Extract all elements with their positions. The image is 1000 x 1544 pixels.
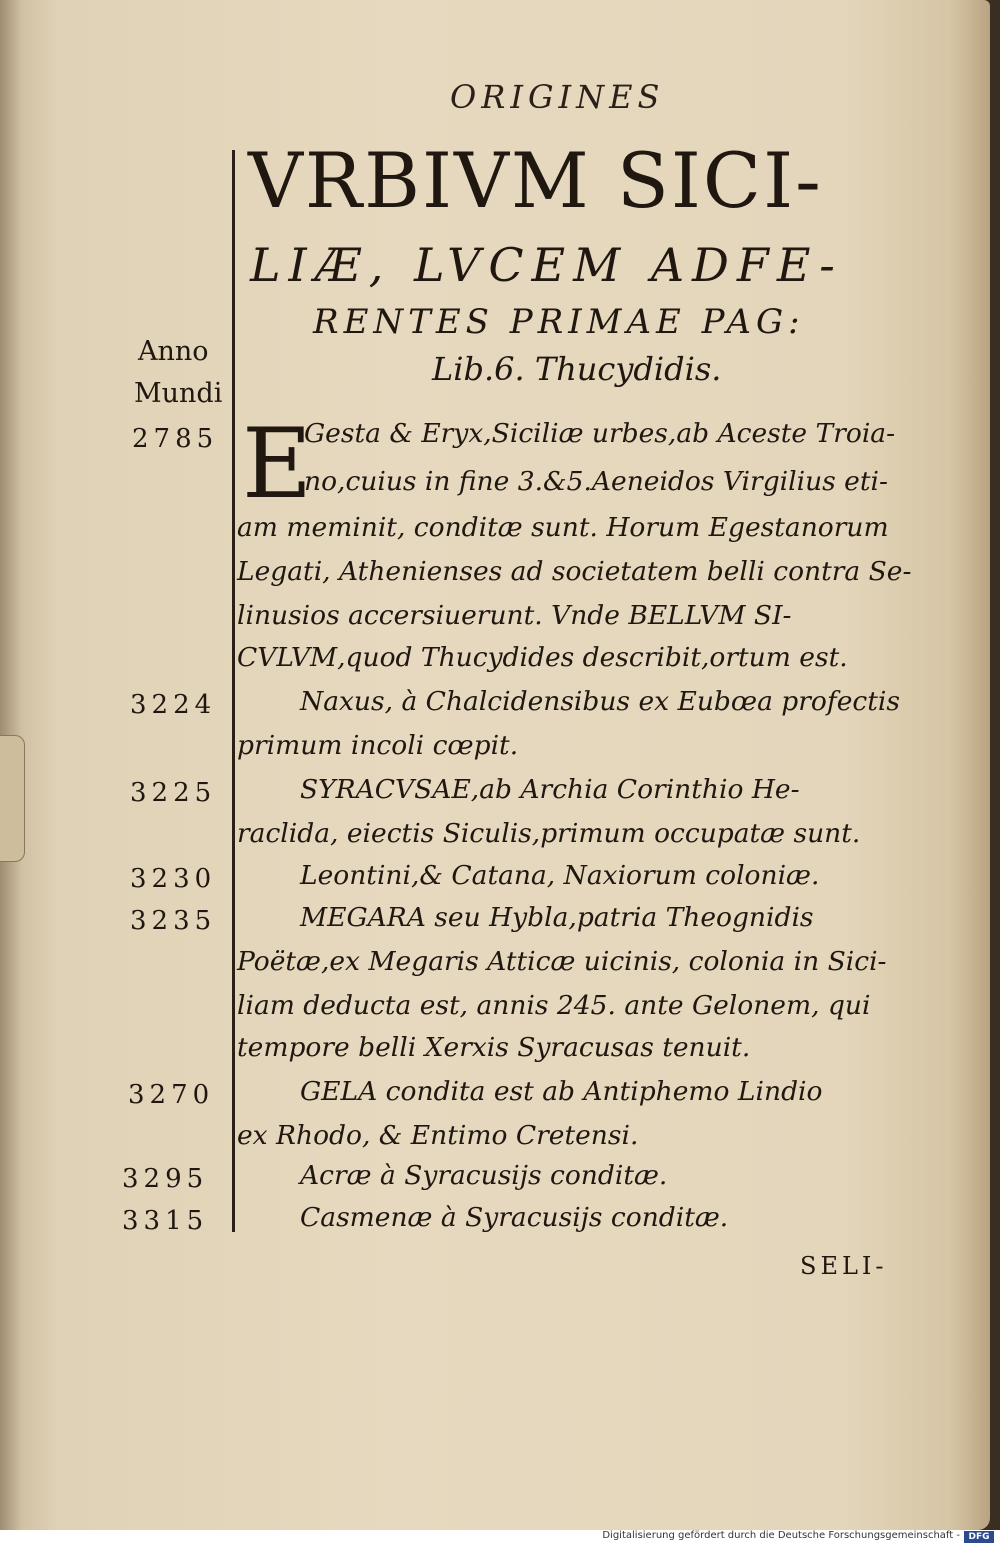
entry-line: Gesta & Eryx,Siciliæ urbes,ab Aceste Troia- xyxy=(304,418,896,449)
catchword: SELI- xyxy=(800,1252,888,1280)
entry-line: Acræ à Syracusijs conditæ. xyxy=(300,1160,668,1191)
margin-header-anno: Anno xyxy=(138,336,209,367)
title-line-2: LIÆ, LVCEM ADFE- xyxy=(250,238,843,292)
entry-line: Casmenæ à Syracusijs conditæ. xyxy=(300,1202,729,1233)
entry-year: 2785 xyxy=(132,424,219,454)
entry-year: 3224 xyxy=(130,690,217,720)
entry-line: linusios accersiuerunt. Vnde BELLVM SI- xyxy=(237,600,792,631)
margin-header-mundi: Mundi xyxy=(134,378,223,409)
entry-line: Legati, Athenienses ad societatem belli contra Se- xyxy=(237,556,912,587)
entry-line: ex Rhodo, & Entimo Cretensi. xyxy=(237,1120,639,1151)
title-line-1: VRBIVM SICI- xyxy=(248,136,823,225)
footer-credit: Digitalisierung gefördert durch die Deutsche Forschungsgemeinschaft - xyxy=(602,1530,960,1541)
page-tab xyxy=(0,735,25,862)
entry-line: primum incoli cœpit. xyxy=(237,730,519,761)
entry-line: CVLVM,quod Thucydides describit,ortum est. xyxy=(237,642,848,673)
margin-rule xyxy=(232,150,235,1232)
entry-line: GELA condita est ab Antiphemo Lindio xyxy=(300,1076,823,1107)
entry-year: 3315 xyxy=(122,1206,209,1236)
entry-year: 3270 xyxy=(128,1080,215,1110)
entry-line: MEGARA seu Hybla,patria Theognidis xyxy=(300,902,814,933)
title-line-4: Lib.6. Thucydidis. xyxy=(432,350,722,388)
running-head: ORIGINES xyxy=(450,78,665,116)
entry-year: 3230 xyxy=(130,864,217,894)
entry-line: Poëtæ,ex Megaris Atticæ uicinis, colonia in Sici- xyxy=(237,946,887,977)
drop-cap: E xyxy=(242,408,313,520)
entry-line: am meminit, conditæ sunt. Horum Egestanorum xyxy=(237,512,889,543)
entry-year: 3235 xyxy=(130,906,217,936)
entry-line: raclida, eiectis Siculis,primum occupatæ sunt. xyxy=(237,818,861,849)
entry-line: Leontini,& Catana, Naxiorum coloniæ. xyxy=(300,860,820,891)
title-line-3: RENTES PRIMAE PAG: xyxy=(313,302,805,342)
entry-line: liam deducta est, annis 245. ante Gelonem, qui xyxy=(237,990,871,1021)
entry-line: tempore belli Xerxis Syracusas tenuit. xyxy=(237,1032,751,1063)
entry-line: Naxus, à Chalcidensibus ex Eubœa profectis xyxy=(300,686,900,717)
entry-year: 3295 xyxy=(122,1164,209,1194)
dfg-logo: DFG xyxy=(964,1531,994,1543)
entry-year: 3225 xyxy=(130,778,217,808)
entry-line: no,cuius in fine 3.&5.Aeneidos Virgilius eti- xyxy=(304,466,888,497)
entry-line: SYRACVSAE,ab Archia Corinthio He- xyxy=(300,774,800,805)
